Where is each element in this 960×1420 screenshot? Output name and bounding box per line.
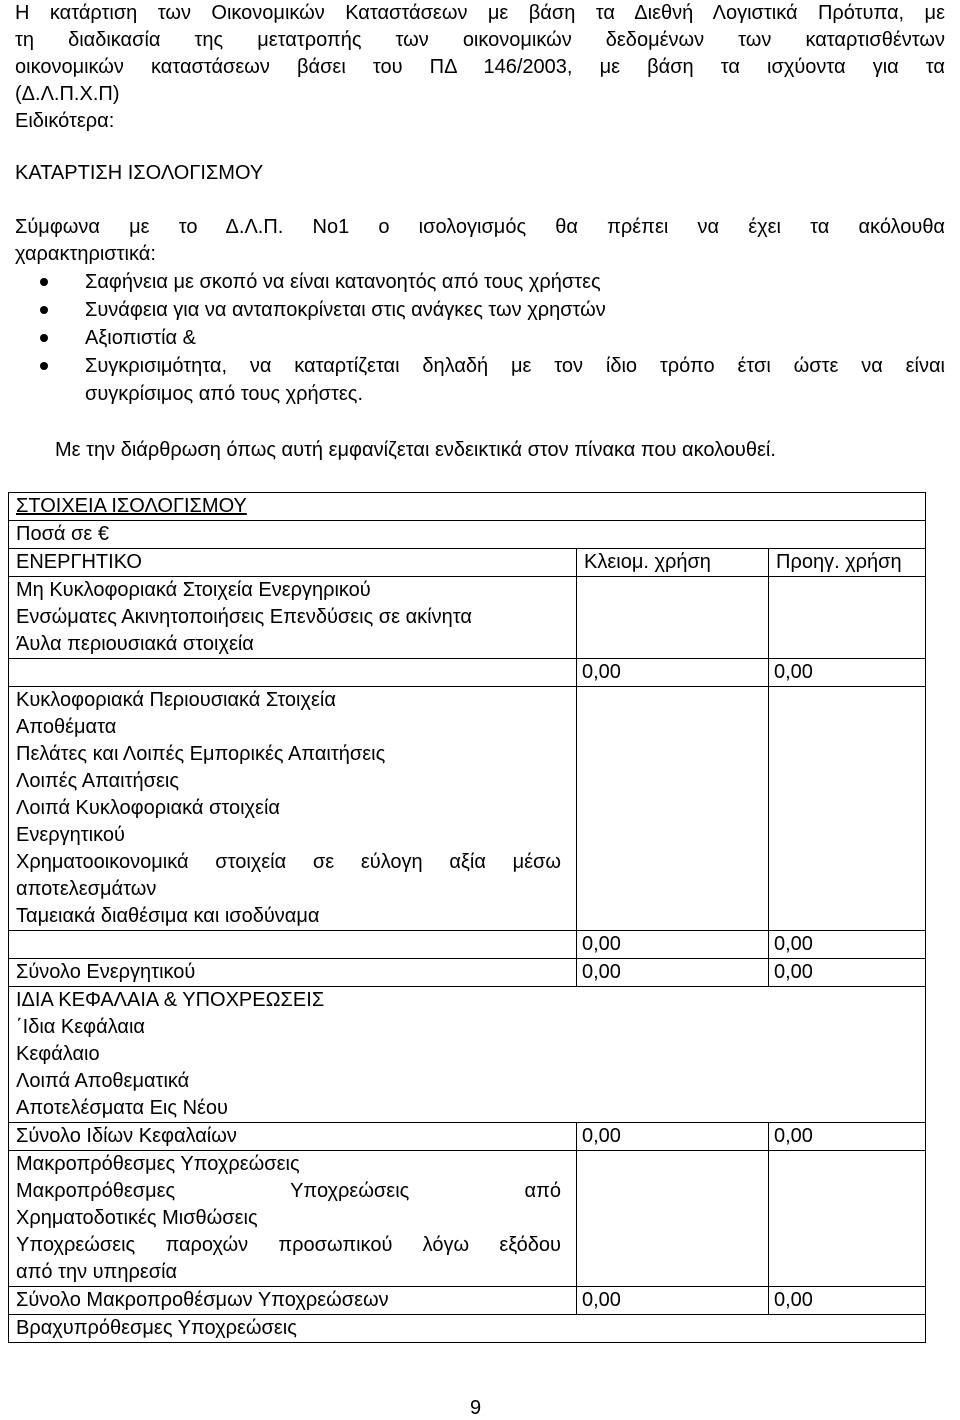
list-item — [40, 352, 945, 408]
value-cell — [769, 577, 926, 659]
row-label-line: Κυκλοφοριακά Περιουσιακά Στοιχεία — [16, 689, 336, 711]
table-row — [9, 687, 926, 931]
table-row — [9, 521, 926, 549]
specifically-label: Ειδικότερα: — [15, 110, 115, 132]
value-cell — [769, 1151, 926, 1287]
row-label-line: Μακροπρόθεσμες Υποχρεώσεις από — [16, 1180, 561, 1202]
row-label: Σύνολο Ενεργητικού — [9, 959, 577, 987]
table-row — [9, 987, 926, 1123]
value-cell: 0,00 — [769, 1287, 926, 1315]
table-title-cell — [9, 493, 926, 521]
page-number: 9 — [470, 1397, 482, 1419]
row-label — [9, 659, 577, 687]
according-paragraph — [15, 214, 945, 268]
row-label-line: Μακροπρόθεσμες Υποχρεώσεις — [16, 1153, 300, 1175]
list-item-text: Σαφήνεια με σκοπό να είναι κατανοητός από τους χρήστες — [85, 271, 601, 293]
table-row — [9, 493, 926, 521]
list-item-text-continued: συγκρίσιμος από τους χρήστες. — [85, 383, 363, 405]
value-cell: 0,00 — [577, 1123, 769, 1151]
list-item-text: Συγκρισιμότητα, να καταρτίζεται δηλαδή με τον ίδιο τρόπο έτσι ώστε να είναι — [85, 355, 945, 377]
table-row — [9, 577, 926, 659]
row-label-line: Λοιπά Κυκλοφοριακά στοιχεία — [16, 797, 280, 819]
list-item — [40, 268, 945, 296]
assets-header-cell: ΕΝΕΡΓΗΤΙΚΟ — [9, 549, 577, 577]
row-label-line: Ενσώματες Ακινητοποιήσεις Επενδύσεις σε ακίνητα — [16, 606, 472, 628]
value-cell: 0,00 — [577, 659, 769, 687]
according-line-1: Σύμφωνα με το Δ.Λ.Π. Νο1 ο ισολογισμός θα πρέπει να έχει τα ακόλουθα — [15, 216, 945, 238]
row-label-line: Χρηματοδοτικές Μισθώσεις — [16, 1207, 258, 1229]
row-label-line: Αποθέματα — [16, 716, 117, 738]
value-cell: 0,00 — [577, 931, 769, 959]
row-label: Σύνολο Μακροπροθέσμων Υποχρεώσεων — [9, 1287, 577, 1315]
table-row — [9, 1123, 926, 1151]
row-label-line: Χρηματοοικονομικά στοιχεία σε εύλογη αξία μέσω — [16, 851, 561, 873]
list-item — [40, 296, 945, 324]
row-label-line: αποτελεσμάτων — [16, 878, 157, 900]
row-label — [9, 687, 577, 931]
row-label — [9, 987, 926, 1123]
row-label-line: ΙΔΙΑ ΚΕΦΑΛΑΙΑ & ΥΠΟΧΡΕΩΣΕΙΣ — [16, 989, 325, 1011]
row-label-line: Ενεργητικού — [16, 824, 125, 846]
table-row — [9, 959, 926, 987]
row-label-line: Υποχρεώσεις παροχών προσωπικού λόγω εξόδου — [16, 1234, 561, 1256]
table-row — [9, 1315, 926, 1343]
row-label-line: Λοιπά Αποθεματικά — [16, 1070, 190, 1092]
value-cell — [577, 577, 769, 659]
list-item — [40, 324, 945, 352]
row-label — [9, 577, 577, 659]
row-label: Βραχυπρόθεσμες Υποχρεώσεις — [9, 1315, 926, 1343]
characteristics-list — [40, 268, 945, 408]
table-title: ΣΤΟΙΧΕΙΑ ΙΣΟΛΟΓΙΣΜΟΥ — [16, 495, 247, 517]
amounts-cell — [9, 521, 926, 549]
row-label-line: Μη Κυκλοφοριακά Στοιχεία Ενεργηρικού — [16, 579, 371, 601]
table-row — [9, 1287, 926, 1315]
row-label-line: από την υπηρεσία — [16, 1261, 178, 1283]
row-label-line: Άυλα περιουσιακά στοιχεία — [16, 633, 254, 655]
row-label-line: ΄Ιδια Κεφάλαια — [16, 1016, 145, 1038]
table-row — [9, 1151, 926, 1287]
list-item-text: Αξιοπιστία & — [85, 327, 196, 349]
value-cell: 0,00 — [769, 959, 926, 987]
value-cell: 0,00 — [769, 1123, 926, 1151]
table-intro-note: Με την διάρθρωση όπως αυτή εμφανίζεται ενδεικτικά στον πίνακα που ακολουθεί. — [55, 439, 776, 461]
table-row — [9, 659, 926, 687]
bullet-icon — [40, 278, 48, 286]
value-cell: 0,00 — [769, 931, 926, 959]
row-label-line: Κεφάλαιο — [16, 1043, 100, 1065]
bullet-icon — [40, 362, 48, 370]
value-cell — [577, 687, 769, 931]
list-item-text: Συνάφεια για να ανταποκρίνεται στις ανάγκες των χρηστών — [85, 299, 606, 321]
value-cell — [769, 687, 926, 931]
intro-line-3: οικονομικών καταστάσεων βάσει του ΠΔ 146/2003, με βάση τα ισχύοντα για τα — [15, 56, 945, 78]
section-heading: ΚΑΤΑΡΤΙΣΗ ΙΣΟΛΟΓΙΣΜΟΥ — [15, 162, 264, 184]
amounts-in-label: Ποσά σε € — [16, 523, 109, 545]
table-row — [9, 549, 926, 577]
balance-sheet-table — [8, 492, 926, 1343]
intro-line-2: τη διαδικασία της μετατροπής των οικονομικών δεδομένων των καταρτισθέντων — [15, 29, 945, 51]
value-cell: 0,00 — [769, 659, 926, 687]
value-cell — [577, 1151, 769, 1287]
row-label-line: Λοιπές Απαιτήσεις — [16, 770, 179, 792]
intro-paragraph — [15, 0, 945, 108]
row-label: Σύνολο Ιδίων Κεφαλαίων — [9, 1123, 577, 1151]
column-header-current: Κλειομ. χρήση — [577, 549, 769, 577]
bullet-icon — [40, 334, 48, 342]
value-cell: 0,00 — [577, 959, 769, 987]
intro-line-1: Η κατάρτιση των Οικονομικών Καταστάσεων με βάση τα Διεθνή Λογιστικά Πρότυπα, με — [15, 2, 945, 24]
table-row — [9, 931, 926, 959]
bullet-icon — [40, 306, 48, 314]
according-line-2: χαρακτηριστικά: — [15, 243, 156, 265]
value-cell: 0,00 — [577, 1287, 769, 1315]
row-label-line: Αποτελέσματα Εις Νέου — [16, 1097, 228, 1119]
row-label — [9, 931, 577, 959]
row-label-line: Πελάτες και Λοιπές Εμπορικές Απαιτήσεις — [16, 743, 386, 765]
intro-line-4: (Δ.Λ.Π.Χ.Π) — [15, 83, 120, 105]
row-label-line: Ταμειακά διαθέσιμα και ισοδύναμα — [16, 905, 320, 927]
column-header-previous: Προηγ. χρήση — [769, 549, 926, 577]
row-label — [9, 1151, 577, 1287]
